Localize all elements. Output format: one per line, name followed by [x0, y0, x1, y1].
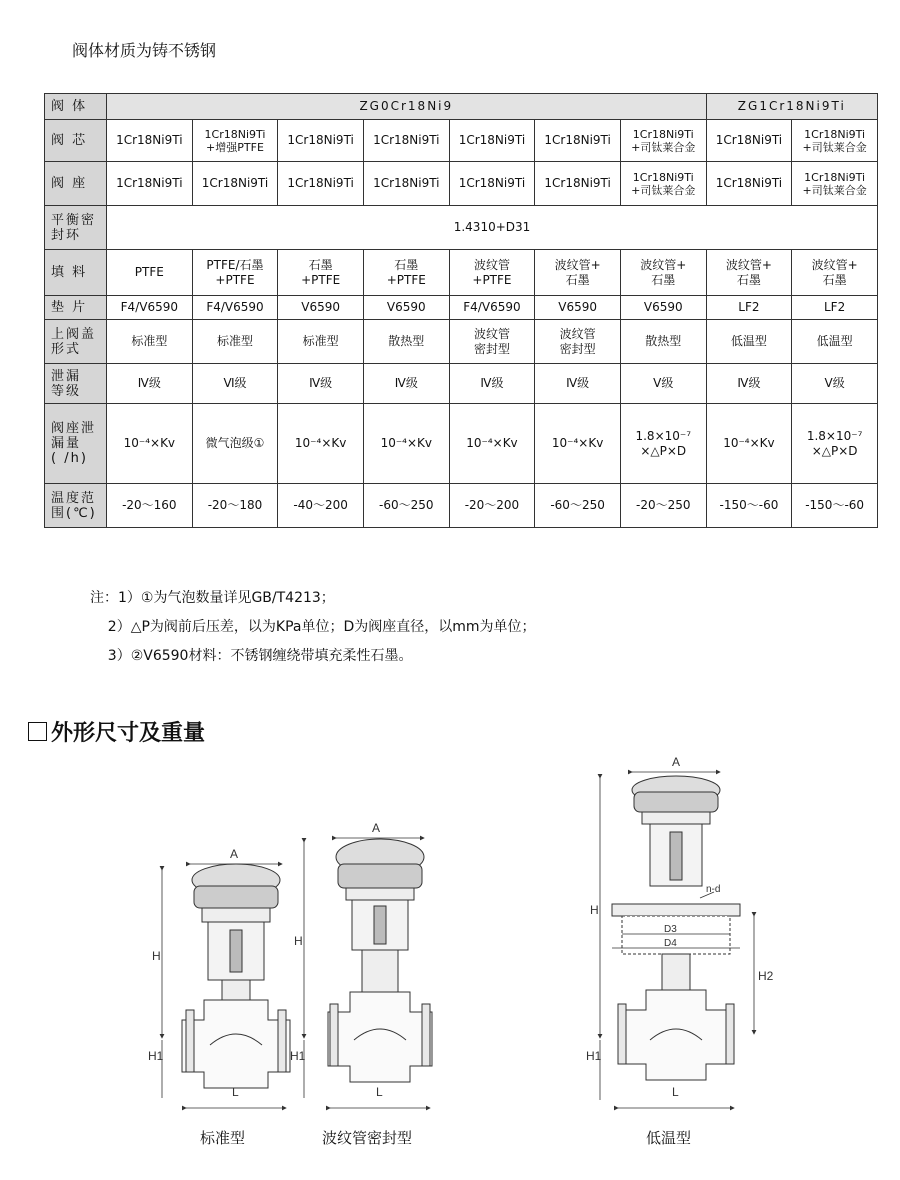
table-cell: -20～160	[107, 484, 193, 528]
dim-label-h: H	[294, 934, 303, 948]
table-cell: 1Cr18Ni9Ti +增强PTFE	[192, 120, 278, 162]
row-label: 温度范 围(℃)	[45, 484, 107, 528]
table-cell: 1Cr18Ni9Ti +司钛莱合金	[620, 120, 706, 162]
table-cell: Ⅴ级	[620, 364, 706, 404]
table-cell: Ⅵ级	[192, 364, 278, 404]
dim-label-a: A	[230, 847, 239, 861]
table-cell: 1Cr18Ni9Ti	[107, 120, 193, 162]
caption-standard: 标准型	[200, 1129, 246, 1147]
bellows-valve-drawing	[328, 839, 432, 1082]
dim-label-l: L	[672, 1085, 679, 1099]
table-cell: 散热型	[363, 320, 449, 364]
table-cell: V6590	[363, 296, 449, 320]
table-cell: 波纹管 +PTFE	[449, 250, 535, 296]
row-label: 阀座泄 漏量 ( /h)	[45, 404, 107, 484]
table-cell: 1Cr18Ni9Ti	[449, 162, 535, 206]
table-cell: 微气泡级①	[192, 404, 278, 484]
table-cell: 1Cr18Ni9Ti	[278, 162, 364, 206]
table-cell: Ⅳ级	[107, 364, 193, 404]
dim-label-h: H	[590, 903, 599, 917]
table-cell: 10⁻⁴×Kv	[107, 404, 193, 484]
table-cell: 低温型	[792, 320, 878, 364]
caption-lowtemp: 低温型	[646, 1129, 692, 1147]
note-1: 注：1）①为气泡数量详见GB/T4213；	[90, 590, 335, 606]
standard-valve-drawing	[182, 864, 290, 1088]
table-cell: 10⁻⁴×Kv	[278, 404, 364, 484]
table-cell: 波纹管+ 石墨	[620, 250, 706, 296]
table-cell: 低温型	[706, 320, 792, 364]
row-label: 平衡密 封环	[45, 206, 107, 250]
table-cell: 石墨 +PTFE	[278, 250, 364, 296]
table-cell: 1Cr18Ni9Ti	[535, 120, 621, 162]
table-cell: 10⁻⁴×Kv	[706, 404, 792, 484]
table-cell: F4/V6590	[192, 296, 278, 320]
table-cell: Ⅳ级	[535, 364, 621, 404]
table-cell: LF2	[706, 296, 792, 320]
seal-ring-value: 1.4310+D31	[107, 206, 878, 250]
dim-label-l: L	[376, 1085, 383, 1099]
row-label: 阀 体	[45, 94, 107, 120]
table-cell: -20～180	[192, 484, 278, 528]
note-2: 2）△P为阀前后压差，以为KPa单位；D为阀座直径，以mm为单位；	[90, 619, 536, 635]
table-cell: 1Cr18Ni9Ti	[363, 162, 449, 206]
table-cell: 1Cr18Ni9Ti	[449, 120, 535, 162]
table-cell: F4/V6590	[449, 296, 535, 320]
row-label: 泄漏 等级	[45, 364, 107, 404]
table-cell: 石墨 +PTFE	[363, 250, 449, 296]
table-cell: 10⁻⁴×Kv	[363, 404, 449, 484]
table-cell: LF2	[792, 296, 878, 320]
table-cell: F4/V6590	[107, 296, 193, 320]
table-cell: -60～250	[535, 484, 621, 528]
table-cell: 1Cr18Ni9Ti	[278, 120, 364, 162]
table-cell: -20～250	[620, 484, 706, 528]
table-cell: -150～-60	[792, 484, 878, 528]
table-cell: 标准型	[278, 320, 364, 364]
table-cell: 标准型	[107, 320, 193, 364]
row-label: 垫 片	[45, 296, 107, 320]
dim-label-h1: H1	[586, 1049, 602, 1063]
table-cell: 10⁻⁴×Kv	[535, 404, 621, 484]
table-cell: Ⅴ级	[792, 364, 878, 404]
table-cell: 1Cr18Ni9Ti	[706, 162, 792, 206]
dim-label-nd: n-d	[706, 884, 721, 895]
table-cell: V6590	[278, 296, 364, 320]
table-cell: Ⅳ级	[449, 364, 535, 404]
dim-label-l: L	[232, 1085, 239, 1099]
dim-label-a: A	[672, 755, 681, 769]
table-cell: -40～200	[278, 484, 364, 528]
row-label: 上阀盖 形式	[45, 320, 107, 364]
row-label: 填 料	[45, 250, 107, 296]
table-cell: 波纹管+ 石墨	[535, 250, 621, 296]
table-cell: 1Cr18Ni9Ti +司钛莱合金	[792, 120, 878, 162]
note-3: 3）②V6590材料：不锈钢缠绕带填充柔性石墨。	[90, 648, 413, 664]
table-cell: 波纹管+ 石墨	[792, 250, 878, 296]
caption-bellows: 波纹管密封型	[322, 1129, 413, 1147]
table-cell: 1Cr18Ni9Ti	[192, 162, 278, 206]
dim-label-h: H	[152, 949, 161, 963]
table-cell: Ⅳ级	[278, 364, 364, 404]
table-cell: 波纹管 密封型	[535, 320, 621, 364]
dim-label-d4: D4	[664, 938, 677, 949]
dim-label-h2: H2	[758, 969, 774, 983]
dim-label-d3: D3	[664, 924, 677, 935]
page-title: 阀体材质为铸不锈钢	[72, 41, 217, 60]
section-title: 外形尺寸及重量	[51, 721, 206, 746]
table-cell: PTFE/石墨 +PTFE	[192, 250, 278, 296]
table-cell: 10⁻⁴×Kv	[449, 404, 535, 484]
table-cell: V6590	[620, 296, 706, 320]
dim-label-a: A	[372, 821, 381, 835]
dim-label-h1: H1	[290, 1049, 306, 1063]
table-cell: 波纹管+ 石墨	[706, 250, 792, 296]
table-cell: Ⅳ级	[363, 364, 449, 404]
table-cell: 1Cr18Ni9Ti	[706, 120, 792, 162]
table-cell: 散热型	[620, 320, 706, 364]
table-cell: PTFE	[107, 250, 193, 296]
table-cell: -60～250	[363, 484, 449, 528]
table-cell: 标准型	[192, 320, 278, 364]
table-cell: 1Cr18Ni9Ti +司钛莱合金	[620, 162, 706, 206]
row-label: 阀 芯	[45, 120, 107, 162]
table-cell: 1.8×10⁻⁷ ×△P×D	[620, 404, 706, 484]
table-cell: 1Cr18Ni9Ti +司钛莱合金	[792, 162, 878, 206]
table-cell: 波纹管 密封型	[449, 320, 535, 364]
table-cell: Ⅳ级	[706, 364, 792, 404]
dim-label-h1: H1	[148, 1049, 164, 1063]
table-cell: 1Cr18Ni9Ti	[535, 162, 621, 206]
table-cell: 1.8×10⁻⁷ ×△P×D	[792, 404, 878, 484]
table-cell: -20～200	[449, 484, 535, 528]
row-label: 阀 座	[45, 162, 107, 206]
table-cell: 1Cr18Ni9Ti	[107, 162, 193, 206]
table-cell: -150～-60	[706, 484, 792, 528]
table-cell: V6590	[535, 296, 621, 320]
table-cell: 1Cr18Ni9Ti	[363, 120, 449, 162]
body-material-b: ZG1Cr18Ni9Ti	[706, 94, 877, 120]
body-material-a: ZG0Cr18Ni9	[107, 94, 707, 120]
